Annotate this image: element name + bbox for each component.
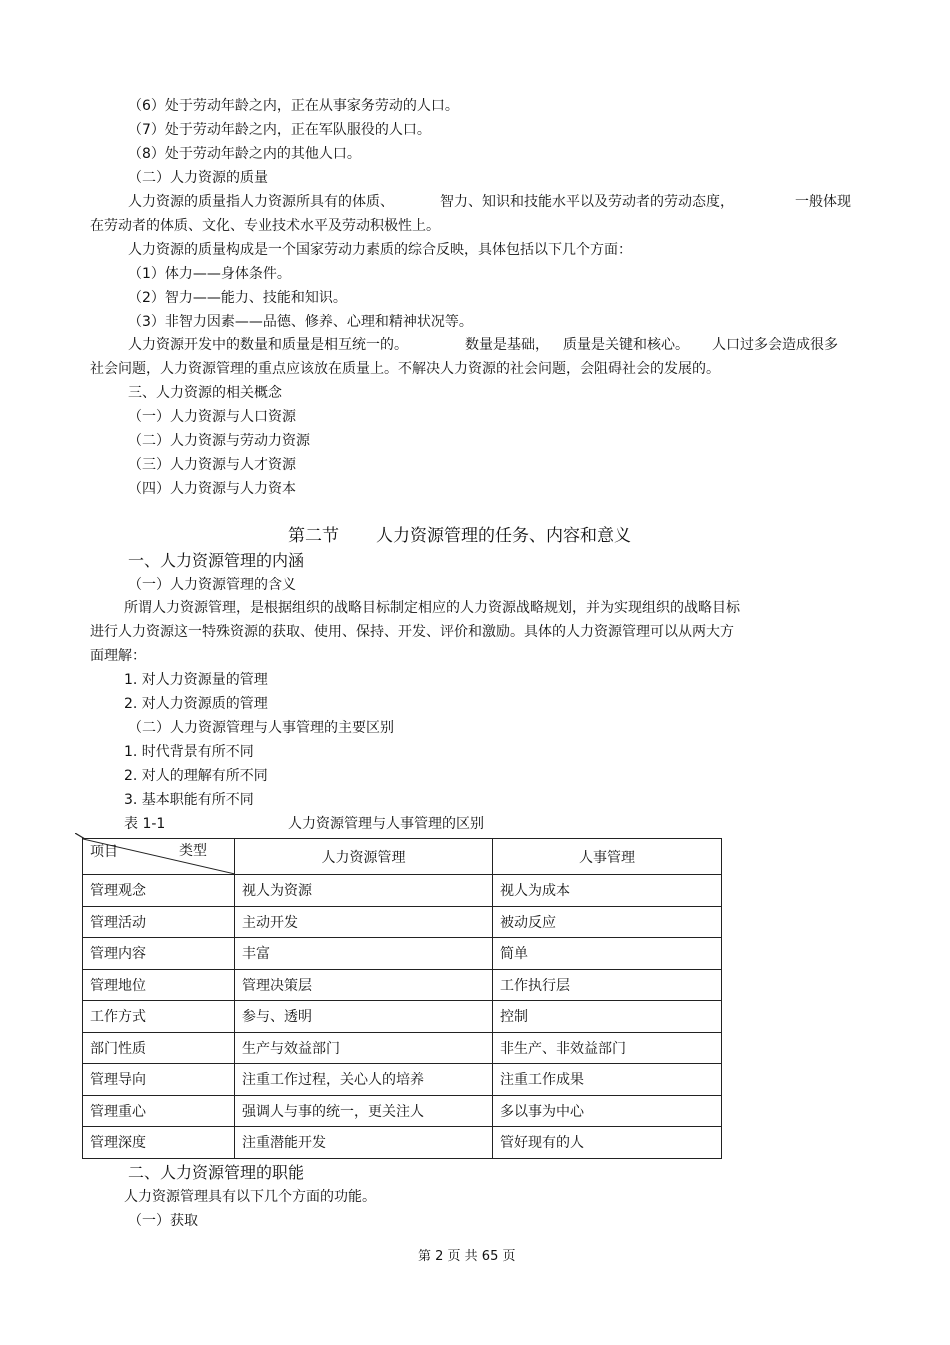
personnel-cell: 控制 — [493, 1001, 722, 1033]
list-item-intellect: （2）智力——能力、技能和知识。 — [128, 290, 347, 306]
table-row — [83, 1001, 722, 1033]
row-label-cell: 管理导向 — [83, 1064, 235, 1096]
personnel-cell: 简单 — [493, 938, 722, 970]
paragraph-quality-a: 人力资源的质量指人力资源所具有的体质、 — [128, 194, 394, 210]
list-item-population: （一）人力资源与人口资源 — [128, 409, 296, 425]
column-header-personnel: 人事管理 — [493, 839, 722, 875]
row-label-cell: 管理活动 — [83, 906, 235, 938]
personnel-cell: 工作执行层 — [493, 969, 722, 1001]
list-item-capital: （四）人力资源与人力资本 — [128, 481, 296, 497]
paragraph-definition-b: 进行人力资源这一特殊资源的获取、使用、保持、开发、评价和激励。具体的人力资源管理可以从两大方 — [90, 624, 734, 640]
row-label-cell: 部门性质 — [83, 1032, 235, 1064]
personnel-cell: 注重工作成果 — [493, 1064, 722, 1096]
paragraph-quantity-a: 人力资源开发中的数量和质量是相互统一的。 — [128, 337, 408, 353]
heading-functions: 二、人力资源管理的职能 — [128, 1163, 305, 1182]
list-item-labor: （二）人力资源与劳动力资源 — [128, 433, 310, 449]
hrm-cell: 丰富 — [235, 938, 493, 970]
table-row — [83, 938, 722, 970]
paragraph-1: （6）处于劳动年龄之内，正在从事家务劳动的人口。 — [128, 98, 459, 114]
heading-related-concepts: 三、人力资源的相关概念 — [128, 385, 282, 401]
table-row — [83, 906, 722, 938]
row-label-cell: 管理深度 — [83, 1127, 235, 1159]
list-item-talent: （三）人力资源与人才资源 — [128, 457, 296, 473]
paragraph-quality-c: 一般体现 — [795, 194, 851, 210]
hrm-cell: 视人为资源 — [235, 875, 493, 907]
paragraph-composition: 人力资源的质量构成是一个国家劳动力素质的综合反映，具体包括以下几个方面： — [128, 242, 632, 258]
table-header-row — [83, 839, 722, 875]
section-title: 人力资源管理的任务、内容和意义 — [376, 526, 631, 546]
section-number: 第二节 — [288, 526, 339, 546]
paragraph-quantity-b: 数量是基础， — [465, 337, 549, 353]
paragraph-quality-d: 在劳动者的体质、文化、专业技术水平及劳动积极性上。 — [90, 218, 440, 234]
paragraph-functions: 人力资源管理具有以下几个方面的功能。 — [124, 1189, 376, 1205]
paragraph-quantity-c: 质量是关键和核心。 — [563, 337, 689, 353]
hrm-cell: 强调人与事的统一，更关注人 — [235, 1095, 493, 1127]
paragraph-quantity-e: 社会问题，人力资源管理的重点应该放在质量上。不解决人力资源的社会问题，会阻碍社会的发展的。 — [90, 361, 720, 377]
row-label-cell: 管理地位 — [83, 969, 235, 1001]
paragraph-quality-b: 智力、知识和技能水平以及劳动者的劳动态度， — [440, 194, 734, 210]
personnel-cell: 被动反应 — [493, 906, 722, 938]
corner-label-item: 项目 — [90, 844, 118, 860]
table-row — [83, 1064, 722, 1096]
list-item-physical: （1）体力——身体条件。 — [128, 266, 291, 282]
row-label-cell: 管理重心 — [83, 1095, 235, 1127]
hrm-cell: 参与、透明 — [235, 1001, 493, 1033]
hrm-cell: 注重潜能开发 — [235, 1127, 493, 1159]
comparison-table — [82, 838, 722, 1159]
list-item-background: 1. 时代背景有所不同 — [124, 744, 254, 760]
personnel-cell: 视人为成本 — [493, 875, 722, 907]
column-header-hrm: 人力资源管理 — [235, 839, 493, 875]
table-corner-cell — [83, 839, 235, 875]
paragraph-2: （7）处于劳动年龄之内，正在军队服役的人口。 — [128, 122, 431, 138]
subheading-differences: （二）人力资源管理与人事管理的主要区别 — [128, 720, 394, 736]
table-row — [83, 875, 722, 907]
subheading-quality: （二）人力资源的质量 — [128, 170, 268, 186]
list-item-acquire: （一）获取 — [128, 1213, 198, 1229]
hrm-cell: 主动开发 — [235, 906, 493, 938]
personnel-cell: 管好现有的人 — [493, 1127, 722, 1159]
list-item-understanding: 2. 对人的理解有所不同 — [124, 768, 268, 784]
paragraph-definition-c: 面理解： — [90, 648, 146, 664]
heading-connotation: 一、人力资源管理的内涵 — [128, 551, 305, 570]
table-row — [83, 1095, 722, 1127]
list-item-quantity: 1. 对人力资源量的管理 — [124, 672, 268, 688]
paragraph-quantity-d: 人口过多会造成很多 — [712, 337, 838, 353]
list-item-function: 3. 基本职能有所不同 — [124, 792, 254, 808]
subheading-meaning: （一）人力资源管理的含义 — [128, 577, 296, 593]
personnel-cell: 多以事为中心 — [493, 1095, 722, 1127]
paragraph-definition-a: 所谓人力资源管理，是根据组织的战略目标制定相应的人力资源战略规划，并为实现组织的战略目标 — [124, 600, 740, 616]
row-label-cell: 管理观念 — [83, 875, 235, 907]
table-row — [83, 1127, 722, 1159]
table-row — [83, 1032, 722, 1064]
list-item-nonintellect: （3）非智力因素——品德、修养、心理和精神状况等。 — [128, 314, 473, 330]
list-item-quality: 2. 对人力资源质的管理 — [124, 696, 268, 712]
corner-label-type: 类型 — [179, 843, 207, 859]
personnel-cell: 非生产、非效益部门 — [493, 1032, 722, 1064]
row-label-cell: 管理内容 — [83, 938, 235, 970]
row-label-cell: 工作方式 — [83, 1001, 235, 1033]
table-caption-number: 表 1-1 — [124, 816, 166, 832]
hrm-cell: 注重工作过程，关心人的培养 — [235, 1064, 493, 1096]
table-row — [83, 969, 722, 1001]
table-caption-title: 人力资源管理与人事管理的区别 — [288, 816, 484, 832]
page-footer: 第 2 页 共 65 页 — [418, 1249, 516, 1264]
paragraph-3: （8）处于劳动年龄之内的其他人口。 — [128, 146, 361, 162]
hrm-cell: 管理决策层 — [235, 969, 493, 1001]
hrm-cell: 生产与效益部门 — [235, 1032, 493, 1064]
